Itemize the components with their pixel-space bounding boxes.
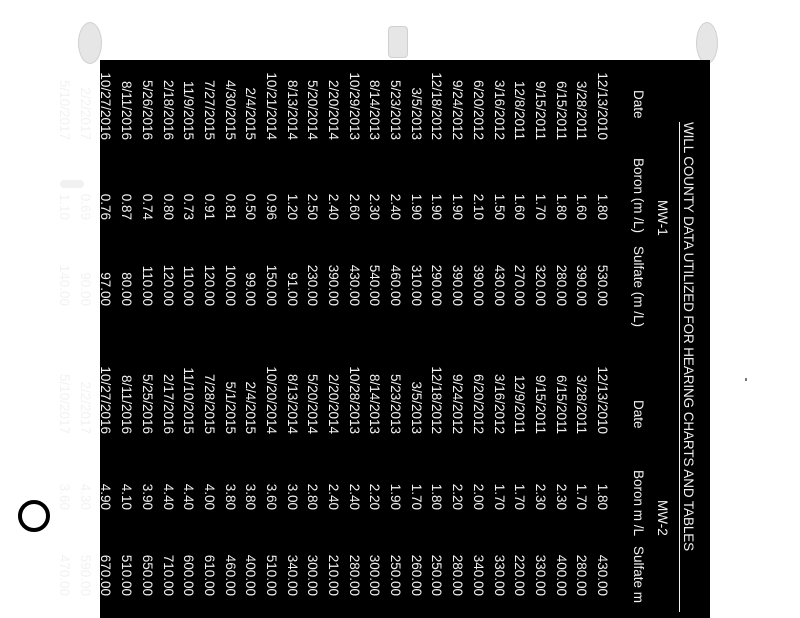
cell-mw1-boron: 1.90 <box>408 193 424 220</box>
table-header <box>620 60 680 618</box>
header-date-mw2: Date <box>631 400 646 429</box>
cell-mw1-date: 2/4/2015 <box>243 87 259 140</box>
cell-mw1-sulfate: 99.00 <box>243 272 259 306</box>
cell-mw2-date: 9/24/2012 <box>450 373 466 434</box>
cell-mw1-date: 5/23/2013 <box>388 79 404 140</box>
table-row <box>320 60 341 618</box>
cell-mw1-boron: 1.70 <box>532 193 548 220</box>
cell-mw1-boron: 2.40 <box>388 193 404 220</box>
cell-mw2-sulfate: 250.00 <box>429 554 445 596</box>
cell-mw2-boron: 2.20 <box>367 483 383 510</box>
cell-mw2-sulfate: 280.00 <box>574 554 590 596</box>
cell-mw2-boron: 4.30 <box>77 483 93 510</box>
cell-mw2-date: 12/13/2010 <box>595 366 610 434</box>
cell-mw2-sulfate: 600.00 <box>181 554 197 596</box>
cell-mw2-date: 12/9/2011 <box>512 374 528 434</box>
punch-hole-left <box>78 22 102 64</box>
header-date-mw1: Date <box>631 90 646 119</box>
table-title: WILL COUNTY DATA UTILIZED FOR HEARING CHARTS AND TABLES <box>679 122 696 612</box>
cell-mw2-sulfate: 400.00 <box>243 554 259 596</box>
cell-mw1-date: 12/18/2012 <box>429 72 445 140</box>
cell-mw1-date: 12/8/2011 <box>512 80 528 140</box>
cell-mw1-boron: 0.80 <box>160 193 176 220</box>
header-sulfate-mw1: Sulfate (m /L) <box>631 246 646 328</box>
cell-mw2-date: 5/25/2016 <box>139 373 155 434</box>
cell-mw2-boron: 2.30 <box>553 483 569 510</box>
cell-mw1-boron: 0.91 <box>201 193 217 220</box>
cell-mw2-sulfate: 610.00 <box>201 554 217 596</box>
cell-mw2-sulfate: 470.00 <box>57 554 73 596</box>
table-row <box>527 60 548 618</box>
cell-mw2-boron: 1.70 <box>408 483 424 510</box>
cell-mw2-date: 2/2/2017 <box>77 381 93 434</box>
cell-mw2-boron: 4.90 <box>98 483 114 510</box>
header-boron-mw2: Boron m /L <box>631 470 646 537</box>
table-row <box>445 60 466 618</box>
cell-mw1-sulfate: 280.00 <box>553 264 569 306</box>
table-row <box>51 60 72 618</box>
cell-mw1-date: 7/27/2015 <box>201 79 217 140</box>
cell-mw2-sulfate: 260.00 <box>408 554 424 596</box>
cell-mw2-boron: 1.70 <box>574 483 590 510</box>
cell-mw1-sulfate: 270.00 <box>512 264 528 306</box>
cell-mw2-boron: 3.80 <box>222 483 238 510</box>
cell-mw2-boron: 2.30 <box>532 483 548 510</box>
cell-mw2-boron: 1.90 <box>388 483 404 510</box>
cell-mw1-sulfate: 430.00 <box>346 264 362 306</box>
cell-mw1-date: 3/28/2011 <box>574 80 590 140</box>
cell-mw2-boron: 2.00 <box>470 483 486 510</box>
cell-mw1-sulfate: 100.00 <box>222 264 238 306</box>
cell-mw2-date: 11/10/2015 <box>181 367 197 434</box>
group-label-mw2: MW-2 <box>655 500 670 536</box>
cell-mw1-date: 10/21/2014 <box>264 72 279 140</box>
cell-mw2-date: 3/16/2012 <box>491 373 507 434</box>
scan-speck <box>745 378 747 381</box>
cell-mw2-sulfate: 670.00 <box>98 554 114 596</box>
table-row <box>341 60 362 618</box>
cell-mw1-date: 6/15/2011 <box>553 80 569 140</box>
cell-mw2-sulfate: 510.00 <box>119 554 135 596</box>
cell-mw1-boron: 0.73 <box>181 193 197 220</box>
cell-mw2-boron: 4.40 <box>181 483 197 510</box>
cell-mw2-boron: 4.00 <box>201 483 217 510</box>
cell-mw1-boron: 1.80 <box>595 193 610 220</box>
cell-mw1-sulfate: 320.00 <box>532 264 548 306</box>
cell-mw2-sulfate: 460.00 <box>222 554 238 596</box>
table-row <box>155 60 176 618</box>
cell-mw2-date: 9/15/2011 <box>532 374 548 434</box>
cell-mw2-boron: 2.40 <box>326 483 342 510</box>
table-body <box>51 60 610 618</box>
cell-mw1-date: 9/15/2011 <box>532 80 548 140</box>
cell-mw1-sulfate: 530.00 <box>595 264 610 306</box>
cell-mw1-boron: 1.90 <box>450 193 466 220</box>
cell-mw1-sulfate: 390.00 <box>470 264 486 306</box>
cell-mw2-boron: 3.90 <box>139 483 155 510</box>
cell-mw1-date: 8/13/2014 <box>284 79 300 140</box>
cell-mw2-date: 8/11/2016 <box>119 374 135 434</box>
punch-hole-center <box>388 26 408 58</box>
cell-mw1-date: 5/20/2014 <box>305 79 321 140</box>
cell-mw1-boron: 2.30 <box>367 193 383 220</box>
cell-mw1-boron: 1.90 <box>429 193 445 220</box>
cell-mw1-sulfate: 97.00 <box>98 272 114 306</box>
cell-mw2-date: 12/18/2012 <box>429 366 445 434</box>
table-row <box>72 60 93 618</box>
cell-mw2-date: 2/4/2015 <box>243 381 259 434</box>
cell-mw1-sulfate: 430.00 <box>491 264 507 306</box>
rotated-table <box>57 60 710 618</box>
cell-mw1-boron: 2.10 <box>470 193 486 220</box>
cell-mw1-boron: 1.10 <box>57 193 73 220</box>
cell-mw2-date: 8/13/2014 <box>284 373 300 434</box>
table-row <box>507 60 528 618</box>
cell-mw2-date: 5/20/2014 <box>305 373 321 434</box>
table-row <box>362 60 383 618</box>
cell-mw1-sulfate: 91.00 <box>284 272 300 306</box>
cell-mw2-sulfate: 250.00 <box>388 554 404 596</box>
cell-mw2-sulfate: 280.00 <box>346 554 362 596</box>
cell-mw1-boron: 0.50 <box>243 193 259 220</box>
cell-mw1-date: 6/20/2012 <box>470 79 486 140</box>
cell-mw1-sulfate: 80.00 <box>119 272 135 306</box>
table-row <box>424 60 445 618</box>
cell-mw1-date: 9/24/2012 <box>450 79 466 140</box>
scanned-table-sheet <box>57 60 710 618</box>
cell-mw1-date: 8/14/2013 <box>367 79 383 140</box>
cell-mw1-date: 8/11/2016 <box>119 80 135 140</box>
cell-mw1-date: 12/13/2010 <box>595 72 610 140</box>
cell-mw2-sulfate: 340.00 <box>470 554 486 596</box>
cell-mw1-sulfate: 90.00 <box>77 272 93 306</box>
cell-mw2-boron: 1.80 <box>595 483 610 510</box>
table-row <box>238 60 259 618</box>
table-row <box>93 60 114 618</box>
cell-mw2-date: 5/10/2017 <box>57 373 73 434</box>
punch-hole-right <box>696 22 718 64</box>
cell-mw2-boron: 1.70 <box>512 483 528 510</box>
cell-mw2-date: 2/17/2016 <box>160 373 176 434</box>
cell-mw2-sulfate: 650.00 <box>139 554 155 596</box>
cell-mw2-sulfate: 280.00 <box>450 554 466 596</box>
table-row <box>176 60 197 618</box>
cell-mw1-date: 2/18/2016 <box>160 79 176 140</box>
cell-mw1-sulfate: 120.00 <box>160 264 176 306</box>
table-row <box>548 60 569 618</box>
table-row <box>134 60 155 618</box>
cell-mw1-boron: 1.60 <box>574 193 590 220</box>
cell-mw1-boron: 0.96 <box>264 193 279 220</box>
cell-mw2-date: 5/1/2015 <box>222 381 238 434</box>
cell-mw2-boron: 2.80 <box>305 483 321 510</box>
cell-mw2-date: 6/15/2011 <box>553 374 569 434</box>
cell-mw1-boron: 1.20 <box>284 193 300 220</box>
cell-mw1-sulfate: 310.00 <box>408 264 424 306</box>
cell-mw1-date: 2/20/2014 <box>326 79 342 140</box>
cell-mw1-date: 3/5/2013 <box>408 87 424 140</box>
cell-mw1-date: 10/27/2016 <box>98 72 114 140</box>
cell-mw1-sulfate: 290.00 <box>429 264 445 306</box>
cell-mw1-sulfate: 540.00 <box>367 264 383 306</box>
cell-mw1-sulfate: 230.00 <box>305 264 321 306</box>
cell-mw2-sulfate: 430.00 <box>595 554 610 596</box>
scan-ring-mark <box>18 500 50 532</box>
cell-mw1-boron: 0.69 <box>77 193 93 220</box>
cell-mw1-boron: 2.40 <box>326 193 342 220</box>
table-row <box>403 60 424 618</box>
cell-mw1-date: 11/9/2015 <box>181 80 197 140</box>
cell-mw2-boron: 3.60 <box>57 483 73 510</box>
cell-mw2-date: 10/20/2014 <box>264 366 279 434</box>
cell-mw1-boron: 0.74 <box>139 193 155 220</box>
cell-mw2-sulfate: 300.00 <box>305 554 321 596</box>
cell-mw2-boron: 2.20 <box>450 483 466 510</box>
cell-mw2-boron: 3.00 <box>284 483 300 510</box>
cell-mw1-date: 4/30/2015 <box>222 79 238 140</box>
cell-mw2-sulfate: 300.00 <box>367 554 383 596</box>
cell-mw1-date: 10/29/2013 <box>346 72 362 140</box>
table-row <box>258 60 279 618</box>
cell-mw2-date: 2/20/2014 <box>326 373 342 434</box>
cell-mw1-date: 5/26/2016 <box>139 79 155 140</box>
table-row <box>279 60 300 618</box>
group-label-mw1: MW-1 <box>655 200 670 236</box>
cell-mw2-sulfate: 220.00 <box>512 554 528 596</box>
cell-mw2-sulfate: 590.00 <box>77 554 93 596</box>
cell-mw1-sulfate: 110.00 <box>181 265 197 306</box>
cell-mw1-boron: 0.87 <box>119 193 135 220</box>
cell-mw2-boron: 3.60 <box>264 483 279 510</box>
cell-mw2-sulfate: 400.00 <box>553 554 569 596</box>
cell-mw1-boron: 2.50 <box>305 193 321 220</box>
cell-mw1-boron: 1.80 <box>553 193 569 220</box>
cell-mw2-date: 3/5/2013 <box>408 381 424 434</box>
cell-mw1-boron: 1.60 <box>512 193 528 220</box>
cell-mw2-boron: 3.80 <box>243 483 259 510</box>
cell-mw2-date: 7/28/2015 <box>201 373 217 434</box>
cell-mw2-sulfate: 710.00 <box>160 554 176 596</box>
table-row <box>217 60 238 618</box>
cell-mw1-sulfate: 150.00 <box>264 264 279 306</box>
table-row <box>300 60 321 618</box>
cell-mw2-date: 8/14/2013 <box>367 373 383 434</box>
table-row <box>486 60 507 618</box>
cell-mw1-sulfate: 460.00 <box>388 264 404 306</box>
cell-mw1-boron: 1.50 <box>491 193 507 220</box>
cell-mw2-boron: 4.10 <box>119 483 135 510</box>
cell-mw2-sulfate: 330.00 <box>491 554 507 596</box>
cell-mw1-sulfate: 390.00 <box>574 264 590 306</box>
cell-mw2-date: 10/28/2013 <box>346 366 362 434</box>
cell-mw1-date: 3/16/2012 <box>491 79 507 140</box>
cell-mw1-sulfate: 140.00 <box>57 264 73 306</box>
cell-mw2-boron: 1.70 <box>491 483 507 510</box>
cell-mw1-boron: 0.76 <box>98 193 114 220</box>
table-row <box>569 60 590 618</box>
cell-mw2-sulfate: 510.00 <box>264 554 279 596</box>
cell-mw2-boron: 1.80 <box>429 483 445 510</box>
cell-mw2-boron: 2.40 <box>346 483 362 510</box>
table-row <box>382 60 403 618</box>
cell-mw2-date: 10/27/2016 <box>98 366 114 434</box>
table-row <box>465 60 486 618</box>
cell-mw2-sulfate: 330.00 <box>532 554 548 596</box>
cell-mw2-sulfate: 210.00 <box>326 554 342 596</box>
header-boron-mw1: Boron (m /L) <box>631 158 646 234</box>
cell-mw1-date: 5/10/2017 <box>57 79 73 140</box>
cell-mw1-boron: 2.60 <box>346 193 362 220</box>
table-row <box>196 60 217 618</box>
cell-mw1-sulfate: 120.00 <box>201 264 217 306</box>
cell-mw2-date: 3/28/2011 <box>574 374 590 434</box>
cell-mw1-sulfate: 110.00 <box>139 265 155 306</box>
cell-mw1-boron: 0.81 <box>222 193 238 220</box>
cell-mw2-boron: 4.40 <box>160 483 176 510</box>
table-row <box>589 60 610 618</box>
cell-mw2-sulfate: 340.00 <box>284 554 300 596</box>
cell-mw2-date: 5/23/2013 <box>388 373 404 434</box>
cell-mw1-date: 2/2/2017 <box>77 87 93 140</box>
header-sulfate-mw2: Sulfate m <box>631 546 646 604</box>
table-row <box>114 60 135 618</box>
cell-mw2-date: 6/20/2012 <box>470 373 486 434</box>
cell-mw1-sulfate: 390.00 <box>450 264 466 306</box>
cell-mw1-sulfate: 390.00 <box>326 264 342 306</box>
